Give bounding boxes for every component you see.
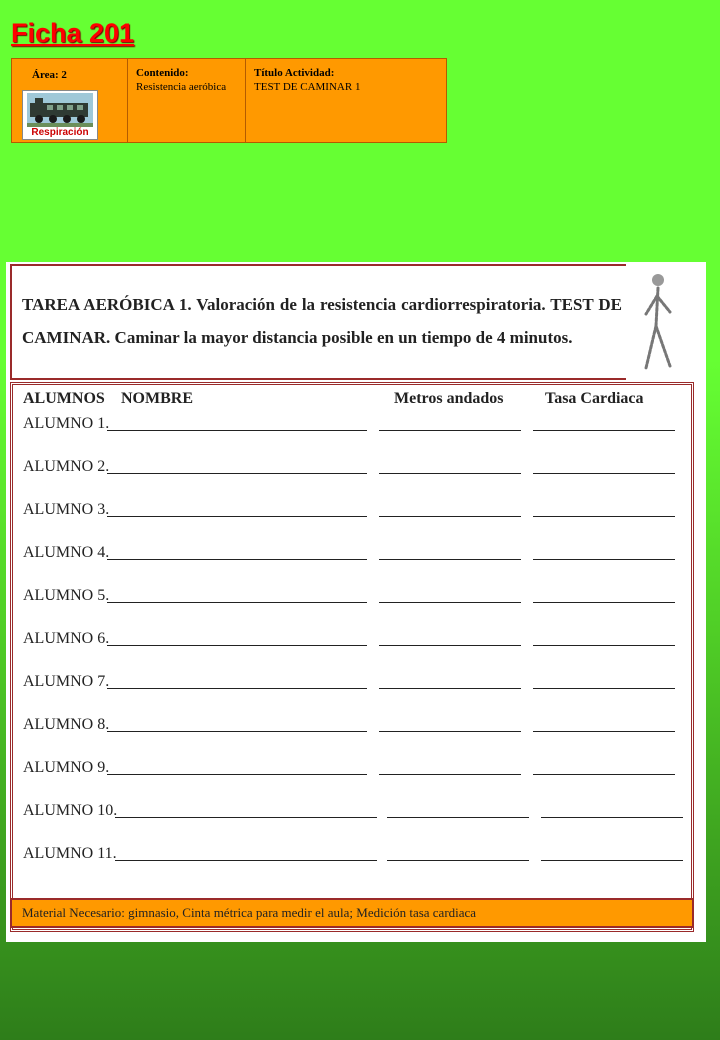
student-row [23, 581, 693, 605]
student-row [23, 538, 693, 562]
area-cell [12, 59, 128, 142]
student-row-label: ALUMNO 5. [23, 587, 110, 604]
heart-rate-line[interactable] [533, 430, 675, 431]
meters-line[interactable] [379, 473, 521, 474]
col-name: NOMBRE [121, 390, 193, 407]
meters-line[interactable] [379, 559, 521, 560]
student-row [23, 495, 693, 519]
student-row [23, 753, 693, 777]
name-line[interactable] [107, 774, 367, 775]
info-table [11, 58, 447, 143]
worksheet [6, 262, 706, 942]
train-icon [27, 93, 93, 127]
name-line[interactable] [107, 516, 367, 517]
worksheet-header [10, 264, 626, 380]
heart-rate-line[interactable] [533, 559, 675, 560]
heart-rate-line[interactable] [541, 817, 683, 818]
student-table [10, 382, 694, 932]
meters-line[interactable] [379, 688, 521, 689]
activity-value: TEST DE CAMINAR 1 [254, 81, 361, 93]
content-cell [128, 59, 246, 142]
heart-rate-line[interactable] [541, 860, 683, 861]
respiration-image [22, 90, 98, 140]
name-line[interactable] [107, 645, 367, 646]
col-meters: Metros andados [394, 390, 504, 407]
name-line[interactable] [107, 688, 367, 689]
name-line[interactable] [107, 731, 367, 732]
heart-rate-line[interactable] [533, 516, 675, 517]
name-line[interactable] [107, 559, 367, 560]
student-row-label: ALUMNO 11. [23, 845, 117, 862]
student-row [23, 409, 693, 433]
respiration-caption: Respiración [31, 127, 89, 138]
student-row [23, 452, 693, 476]
student-row [23, 624, 693, 648]
heart-rate-line[interactable] [533, 774, 675, 775]
student-row [23, 796, 693, 820]
heart-rate-line[interactable] [533, 645, 675, 646]
meters-line[interactable] [379, 430, 521, 431]
area-label: Área: 2 [32, 69, 67, 81]
name-line[interactable] [107, 430, 367, 431]
name-line[interactable] [115, 860, 377, 861]
student-row-label: ALUMNO 1. [23, 415, 110, 432]
student-row-label: ALUMNO 10. [23, 802, 118, 819]
activity-label: Título Actividad: [254, 67, 335, 79]
content-value: Resistencia aeróbica [136, 81, 227, 93]
content-label: Contenido: [136, 67, 189, 79]
meters-line[interactable] [379, 516, 521, 517]
col-heart-rate: Tasa Cardiaca [545, 390, 644, 407]
name-line[interactable] [107, 602, 367, 603]
meters-line[interactable] [387, 817, 529, 818]
name-line[interactable] [115, 817, 377, 818]
student-row-label: ALUMNO 6. [23, 630, 110, 647]
meters-line[interactable] [379, 774, 521, 775]
meters-line[interactable] [379, 645, 521, 646]
meters-line[interactable] [379, 731, 521, 732]
heart-rate-line[interactable] [533, 731, 675, 732]
student-row [23, 839, 693, 863]
student-row-label: ALUMNO 7. [23, 673, 110, 690]
walking-person-icon [636, 270, 680, 374]
activity-cell [246, 59, 446, 142]
student-row [23, 710, 693, 734]
heart-rate-line[interactable] [533, 602, 675, 603]
meters-line[interactable] [387, 860, 529, 861]
materials-footer: Material Necesario: gimnasio, Cinta métrica para medir el aula; Medición tasa cardiaca [10, 898, 694, 928]
meters-line[interactable] [379, 602, 521, 603]
student-row-label: ALUMNO 4. [23, 544, 110, 561]
student-row-label: ALUMNO 8. [23, 716, 110, 733]
heart-rate-line[interactable] [533, 473, 675, 474]
heart-rate-line[interactable] [533, 688, 675, 689]
col-students: ALUMNOS [23, 390, 105, 407]
student-row-label: ALUMNO 2. [23, 458, 110, 475]
student-row [23, 667, 693, 691]
student-row-label: ALUMNO 3. [23, 501, 110, 518]
student-row-label: ALUMNO 9. [23, 759, 110, 776]
page-title: Ficha 201 [11, 18, 135, 48]
name-line[interactable] [107, 473, 367, 474]
worksheet-heading: TAREA AERÓBICA 1. Valoración de la resistencia cardiorrespiratoria. TEST DE CAMINAR. Caminar la mayor distancia posible en un tiempo de 4 minutos. [22, 295, 622, 347]
